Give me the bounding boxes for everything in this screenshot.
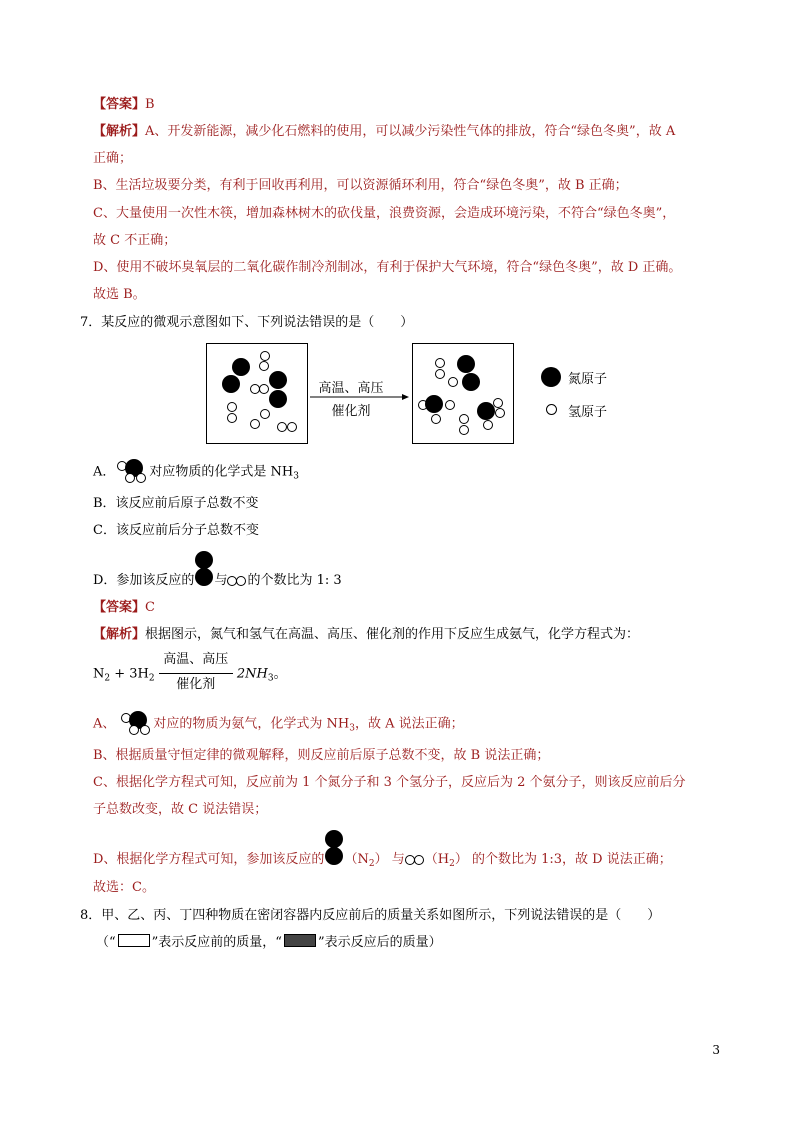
q8-stem: 8．甲、乙、丙、丁四种物质在密闭容器内反应前后的质量关系如图所示，下列说法错误的是（ ） (80, 908, 661, 923)
hydrogen-atom-icon (260, 409, 270, 419)
hydrogen-atom-icon (495, 408, 505, 418)
analysis-a-sub: 3 (349, 723, 355, 734)
q7-analysis-b: B、根据质量守恒定律的微观解释，则反应前后原子总数不变，故 B 说法正确； (93, 748, 550, 763)
chemical-equation (93, 652, 287, 692)
legend-before: ”表示反应前的质量，“ (151, 935, 282, 950)
option-a-prefix: A． (93, 464, 116, 480)
hydrogen-atom-icon (459, 425, 469, 435)
q6-analysis-line5: 故 C 不正确； (93, 233, 177, 248)
nitrogen-molecule-icon (194, 560, 214, 596)
q6-answer (93, 95, 155, 115)
q7-option-a (93, 460, 299, 487)
analysis-d-h2-end: ） (454, 852, 468, 867)
analysis-d-suffix: 的个数比为 1:3，故 D 说法正确； (471, 852, 672, 867)
answer-tag: 【答案】 (93, 600, 146, 615)
q7-analysis-c1: C、根据化学方程式可知，反应前为 1 个氮分子和 3 个氢分子，反应后为 2 个氨分子，则该反应前后分 (93, 775, 686, 790)
option-d-mid: 与 (214, 573, 228, 588)
q7-option-c: C．该反应前后分子总数不变 (93, 523, 259, 538)
legend-nitrogen-label: 氮原子 (568, 372, 608, 387)
answer-value: C (145, 600, 155, 615)
hydrogen-molecule-icon (405, 854, 425, 866)
option-d-prefix: D．参加该反应的 (93, 573, 195, 588)
hydrogen-atom-icon (227, 402, 237, 412)
before-swatch-icon (118, 934, 150, 947)
q6-analysis-line7: 故选 B。 (93, 287, 146, 302)
hydrogen-atom-icon (259, 361, 269, 371)
eq-condition-top: 高温、高压 (163, 652, 229, 667)
hydrogen-atom-icon (483, 420, 493, 430)
analysis-tag: 【解析】 (93, 627, 146, 642)
hydrogen-atom-icon (227, 413, 237, 423)
hydrogen-atom-icon (431, 414, 441, 424)
hydrogen-atom-icon (435, 369, 445, 379)
eq-condition-bottom: 催化剂 (176, 677, 216, 692)
q7-option-d (93, 560, 342, 596)
ammonia-molecule-icon (115, 460, 149, 484)
answer-tag: 【答案】 (93, 97, 146, 112)
analysis-a-prefix: A、 (93, 716, 116, 732)
nitrogen-atom-icon (269, 390, 287, 408)
eq-plus-h: + 3H (110, 666, 149, 682)
hydrogen-atom-icon (277, 422, 287, 432)
hydrogen-atom-icon (250, 419, 260, 429)
nitrogen-atom-icon (232, 358, 250, 376)
after-swatch-icon (284, 934, 316, 947)
eq-condition (159, 652, 233, 692)
q6-analysis-line1 (93, 122, 675, 142)
q7-stem: 7．某反应的微观示意图如下、下列说法错误的是（ ） (80, 315, 414, 330)
reactants-box (206, 343, 308, 444)
legend-open: （“ (96, 935, 116, 950)
nitrogen-atom-icon (269, 371, 287, 389)
hydrogen-atom-icon (260, 351, 270, 361)
analysis-d-h2: （H (424, 852, 450, 867)
analysis-text: A、开发新能源，减少化石燃料的使用，可以减少污染性气体的排放，符合“绿色冬奥”，故 A (145, 124, 676, 139)
q7-analysis-line1 (93, 625, 639, 645)
hydrogen-atom-icon (259, 384, 269, 394)
hydrogen-atom-icon (435, 358, 445, 368)
analysis-a-text: 对应的物质为氨气，化学式为 NH (153, 716, 350, 732)
analysis-d-n2-end: ） (374, 852, 388, 867)
q6-analysis-line2: 正确； (93, 151, 133, 166)
analysis-d-prefix: D、根据化学方程式可知，参加该反应的 (93, 852, 325, 867)
legend-nitrogen-icon (541, 367, 561, 387)
q7-option-b: B．该反应前后原子总数不变 (93, 496, 259, 511)
hydrogen-atom-icon (493, 398, 503, 408)
option-a-text: 对应物质的化学式是 NH (149, 464, 294, 480)
ammonia-molecule-icon (119, 712, 153, 736)
nitrogen-atom-icon (457, 355, 475, 373)
eq-end: 。 (273, 666, 287, 682)
eq-nh3-sub: 3 (267, 673, 274, 684)
products-box (412, 343, 514, 444)
q6-analysis-line3: B、生活垃圾要分类，有利于回收再利用，可以资源循环利用，符合“绿色冬奥”，故 B 正确； (93, 178, 628, 193)
analysis-d-h2-sub: 2 (449, 859, 455, 869)
q7-answer (93, 598, 155, 618)
hydrogen-atom-icon (445, 400, 455, 410)
q7-analysis-a (93, 712, 464, 739)
hydrogen-atom-icon (287, 422, 297, 432)
analysis-d-n2-sub: 2 (368, 859, 375, 869)
q7-analysis-d (93, 839, 672, 875)
analysis-text: 根据图示，氮气和氢气在高温、高压、催化剂的作用下反应生成氨气，化学方程式为： (145, 627, 640, 642)
legend-hydrogen-icon (546, 404, 557, 415)
hydrogen-molecule-icon (227, 575, 247, 587)
reaction-condition-bottom: 催化剂 (331, 404, 371, 419)
eq-nh3: 2NH (236, 666, 268, 682)
legend-after: ”表示反应后的质量） (317, 935, 442, 950)
nitrogen-atom-icon (222, 375, 240, 393)
answer-value: B (145, 97, 155, 112)
analysis-d-mid: 与 (391, 852, 405, 867)
page-number: 3 (712, 1043, 720, 1057)
eq-n2-sub: 2 (104, 673, 111, 684)
reaction-condition-top: 高温、高压 (318, 381, 384, 396)
nitrogen-molecule-icon (324, 839, 344, 875)
hydrogen-atom-icon (459, 414, 469, 424)
option-a-subscript: 3 (293, 471, 299, 482)
option-d-suffix: 的个数比为 1: 3 (247, 573, 342, 588)
analysis-a-suffix: ，故 A 说法正确； (354, 716, 464, 732)
eq-n2: N (93, 666, 105, 682)
q6-analysis-line6: D、使用不破坏臭氧层的二氧化碳作制冷剂制冰，有利于保护大气环境，符合“绿色冬奥”，故 D 正确。 (93, 260, 682, 275)
analysis-tag: 【解析】 (93, 124, 146, 139)
q7-analysis-c2: 子总数改变，故 C 说法错误； (93, 802, 268, 817)
nitrogen-atom-icon (462, 373, 480, 391)
analysis-d-n2: （N (344, 852, 369, 867)
legend-hydrogen-label: 氢原子 (568, 405, 608, 420)
q7-conclusion: 故选：C。 (93, 880, 155, 895)
hydrogen-atom-icon (448, 377, 458, 387)
nitrogen-atom-icon (425, 395, 443, 413)
eq-h2-sub: 2 (148, 673, 155, 684)
q8-legend (96, 933, 442, 953)
q6-analysis-line4: C、大量使用一次性木筷，增加森林树木的砍伐量，浪费资源，会造成环境污染，不符合“绿色冬奥”， (93, 206, 676, 221)
